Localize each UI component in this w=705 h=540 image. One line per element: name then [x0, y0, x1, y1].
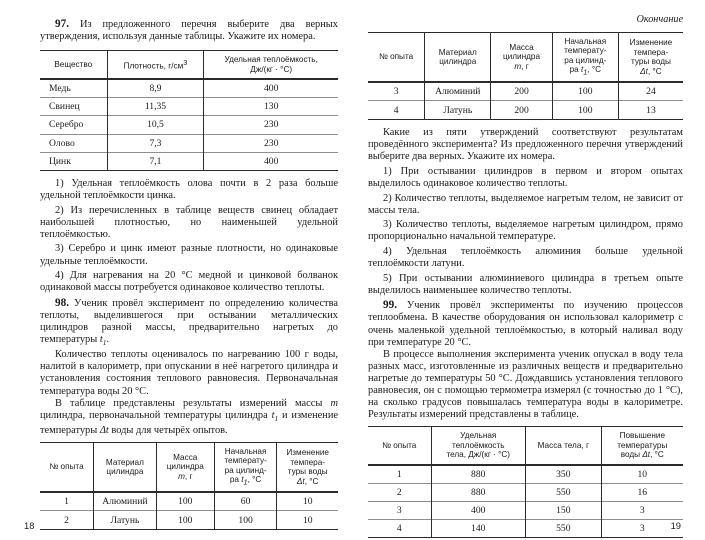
cell-heat: 230 — [204, 116, 338, 134]
running-head: Окончание — [636, 14, 683, 25]
header-experiment-no: № опыта — [379, 52, 414, 62]
task-99-text-1: Ученик провёл эксперименты по изучению процессов теплообмена. В качестве оборудования он использовал калориметр с очень маленькой удельной теплоёмкостью, в который наливал воду при температуре 20 °С. — [368, 300, 683, 348]
variable-t: t — [271, 409, 275, 421]
cylinder-table-continued-wrapper — [368, 32, 683, 120]
table-row — [40, 134, 338, 152]
task-98-paragraph-1 — [40, 297, 338, 349]
cell-mass: 100 — [156, 492, 214, 511]
table-header-row — [40, 442, 338, 492]
statement-2: 2) Из перечисленных в таблице веществ свинец обладает наибольшей плотностью, но наименьшей удельной теплоёмкостью. — [40, 204, 338, 240]
cell-mass: 100 — [156, 511, 214, 529]
header-material: Материал цилиндра — [94, 442, 157, 492]
p3-a: В таблице представлены результаты измерений массы — [55, 397, 331, 409]
cell-temperature: 100 — [552, 82, 618, 101]
variable-delta-t: Δt — [642, 450, 651, 460]
cell-heat: 400 — [204, 152, 338, 170]
variable-t: t — [241, 475, 244, 485]
cylinder-table-body — [40, 492, 338, 529]
cell-delta: 3 — [601, 520, 683, 538]
table-row — [368, 520, 683, 538]
cell-heat: 400 — [204, 79, 338, 98]
variable-m: m — [514, 61, 522, 71]
cell-experiment-no: 3 — [393, 86, 399, 98]
header-experiment-no: № опыта — [49, 462, 84, 472]
header-body-mass: Масса тела, г — [526, 427, 602, 465]
header-mass: Масса цилиндра m, г — [491, 33, 552, 83]
cell-delta: 10 — [277, 492, 338, 511]
cell-material: Латунь — [94, 511, 157, 529]
table-row — [368, 101, 683, 119]
cell-density: 11,35 — [107, 98, 204, 116]
statement-2: 2) Количество теплоты, выделяемое нагретым телом, не зависит от массы тела. — [368, 192, 683, 216]
cell-density: 10,5 — [107, 116, 204, 134]
page-number-right: 19 — [670, 520, 681, 531]
task-98-text-a: Ученик провёл эксперимент по определению количества теплоты, выделившегося при остывании металлических цилиндров разной массы, предварительно нагретых до температуры — [40, 297, 338, 346]
cell-density: 7,3 — [107, 134, 204, 152]
cell-specific-heat: 400 — [431, 501, 526, 519]
variable-m: m — [178, 471, 185, 481]
p3-c: и изменение температуры — [40, 409, 338, 436]
cell-substance: Олово — [49, 137, 75, 149]
superscript-3: 3 — [183, 58, 188, 68]
subscript-1: 1 — [102, 338, 107, 348]
table-row — [40, 511, 338, 529]
task-98-question: Какие из пяти утверждений соответствуют результатам проведённого эксперимента? Из предложенного перечня утверждений выберите два верных. Укажите их номера. — [368, 126, 683, 162]
header-material: Материал цилиндра — [425, 33, 491, 83]
cell-mass: 200 — [491, 82, 552, 101]
variable-delta-t: Δt — [296, 476, 305, 486]
task-97-paragraph — [40, 18, 338, 43]
variable-t: t — [580, 65, 584, 75]
cell-specific-heat: 140 — [431, 520, 526, 538]
table-row — [368, 82, 683, 101]
table-header-row — [368, 33, 683, 83]
header-experiment-no: № опыта — [382, 440, 417, 450]
cell-mass: 550 — [526, 520, 602, 538]
subscript-1: 1 — [583, 67, 588, 77]
variable-m: m — [330, 397, 338, 409]
cell-mass: 200 — [491, 101, 552, 119]
task-98-number: 98. — [55, 296, 69, 309]
header-water-temp-change: Изменение темпера- туры воды Δt, °С — [277, 442, 338, 492]
header-water-temp-change: Изменение темпера- туры воды Δt, °С — [618, 33, 683, 83]
task-99-number: 99. — [383, 299, 397, 312]
task-98-paragraph-3 — [40, 398, 338, 437]
table-header-row — [368, 427, 683, 465]
cell-delta: 10 — [277, 511, 338, 529]
table-header-row — [40, 51, 338, 79]
header-initial-temperature: Начальная температу- ра цилинд- ра t1, °С — [214, 442, 277, 492]
substances-table-wrapper — [40, 50, 338, 171]
statement-3: 3) Количество теплоты, выделяемое нагретым цилиндром, прямо пропорционально начальной температуре. — [368, 219, 683, 243]
cylinder-experiment-table-continued — [368, 32, 683, 120]
subscript-1: 1 — [243, 477, 248, 487]
task-97-text: Из предложенного перечня выберите два верных утверждения, используя данные таблицы. Укажите их номера. — [40, 19, 338, 43]
statement-1: 1) При остывании цилиндров в первом и втором опытах выделилось одинаковое количество теплоты. — [368, 165, 683, 190]
left-page — [0, 0, 352, 540]
cell-substance: Медь — [49, 83, 71, 95]
cell-mass: 350 — [526, 465, 602, 484]
heat-capacity-table-wrapper — [368, 426, 683, 538]
cell-temperature: 100 — [214, 511, 277, 529]
header-initial-temperature: Начальная температу- ра цилинд- ра t1, °С — [552, 33, 618, 83]
cell-delta: 3 — [601, 501, 683, 519]
p3-d: воды для четырёх опытов. — [108, 424, 228, 436]
cell-substance: Свинец — [49, 101, 80, 113]
statement-4: 4) Для нагревания на 20 °С медной и цинковой болванок одинаковой массы потребуется одинаковое количество теплоты. — [40, 270, 338, 294]
cell-temperature: 100 — [552, 101, 618, 119]
cell-experiment-no: 4 — [396, 523, 402, 535]
cylinder-table-wrapper — [40, 442, 338, 530]
cell-specific-heat: 880 — [431, 465, 526, 484]
cell-material: Алюминий — [425, 82, 491, 101]
cell-substance: Цинк — [49, 155, 71, 167]
heat-capacity-table-head — [368, 427, 683, 465]
table-row — [368, 465, 683, 484]
task-98-paragraph-2: Количество теплоты оценивалось по нагреванию 100 г воды, налитой в калориметр, при опускании в неё нагретого цилиндра и установления состояния теплового равновесия. Первоначальная температура воды 20 °С. — [40, 349, 338, 397]
table-row — [40, 116, 338, 134]
task-99-paragraph-1 — [368, 299, 683, 348]
cell-material: Алюминий — [94, 492, 157, 511]
cylinder-experiment-table — [40, 442, 338, 530]
cell-mass: 150 — [526, 501, 602, 519]
cell-experiment-no: 2 — [396, 486, 402, 498]
cell-experiment-no: 3 — [396, 504, 402, 516]
cell-mass: 550 — [526, 483, 602, 501]
cell-temperature: 60 — [214, 492, 277, 511]
cell-density: 7,1 — [107, 152, 204, 170]
task-98-text-b: . — [106, 334, 109, 346]
statement-5: 5) При остывании алюминиевого цилиндра в третьем опыте выделилось наименьшее количество теплоты. — [368, 272, 683, 296]
table-row — [40, 492, 338, 511]
cell-material: Латунь — [425, 101, 491, 119]
header-specific-heat: Удельная теплоёмкость тела, Дж/(кг · °С) — [431, 427, 526, 465]
cell-delta: 24 — [618, 82, 683, 101]
cell-experiment-no: 4 — [393, 104, 399, 116]
task-97-number: 97. — [55, 18, 69, 30]
header-density: Плотность, г/см3 — [107, 51, 204, 79]
cell-heat: 230 — [204, 134, 338, 152]
statement-3: 3) Серебро и цинк имеют разные плотности, но одинаковые удельные теплоёмкости. — [40, 243, 338, 267]
cylinder-table-head — [40, 442, 338, 492]
substances-table-head — [40, 51, 338, 79]
table-row — [368, 483, 683, 501]
header-substance: Вещество — [54, 59, 93, 69]
header-specific-heat: Удельная теплоёмкость, Дж/(кг · °С) — [204, 51, 338, 79]
p3-b: цилиндра, первоначальной температуры цилиндра — [40, 409, 272, 421]
subscript-1: 1 — [274, 413, 279, 423]
header-water-temp-rise: Повышение температуры воды Δt, °С — [601, 427, 683, 465]
variable-delta-t: Δt — [640, 66, 648, 76]
cell-specific-heat: 880 — [431, 483, 526, 501]
heat-capacity-table — [368, 426, 683, 538]
cell-experiment-no: 1 — [396, 468, 402, 480]
table-row — [368, 501, 683, 519]
right-page — [352, 0, 705, 540]
cell-experiment-no: 1 — [64, 496, 69, 508]
cell-delta: 13 — [618, 101, 683, 119]
cell-density: 8,9 — [107, 79, 204, 98]
cylinder-table-continued-head — [368, 33, 683, 83]
cylinder-table-continued-body — [368, 82, 683, 119]
variable-delta-t: Δt — [99, 424, 109, 436]
variable-t: t — [99, 334, 103, 346]
statement-4: 4) Удельная теплоёмкость алюминия больше удельной теплоёмкости латуни. — [368, 245, 683, 270]
header-mass: Масса цилиндра m, г — [156, 442, 214, 492]
cell-delta: 10 — [601, 465, 683, 484]
cell-experiment-no: 2 — [64, 514, 69, 526]
task-99-paragraph-2: В процессе выполнения эксперимента ученик опускал в воду тела разных масс, изготовленные из различных веществ и предварительно нагретые до температуры 50 °С. Дождавшись установления теплового равновесия, он с помощью термометра измерял (с точностью до 1 °С), на сколько градусов повышалась температура воды в калориметре. Результаты измерений представлены в таблице. — [368, 348, 683, 421]
table-row — [40, 79, 338, 98]
cell-heat: 130 — [204, 98, 338, 116]
table-row — [40, 98, 338, 116]
statement-1: 1) Удельная теплоёмкость олова почти в 2 раза больше удельной теплоёмкости цинка. — [40, 177, 338, 202]
substances-table-body — [40, 79, 338, 170]
table-row — [40, 152, 338, 170]
substances-table — [40, 50, 338, 171]
cell-delta: 16 — [601, 483, 683, 501]
heat-capacity-table-body — [368, 465, 683, 538]
page-number-left: 18 — [24, 520, 35, 531]
cell-substance: Серебро — [49, 119, 84, 131]
